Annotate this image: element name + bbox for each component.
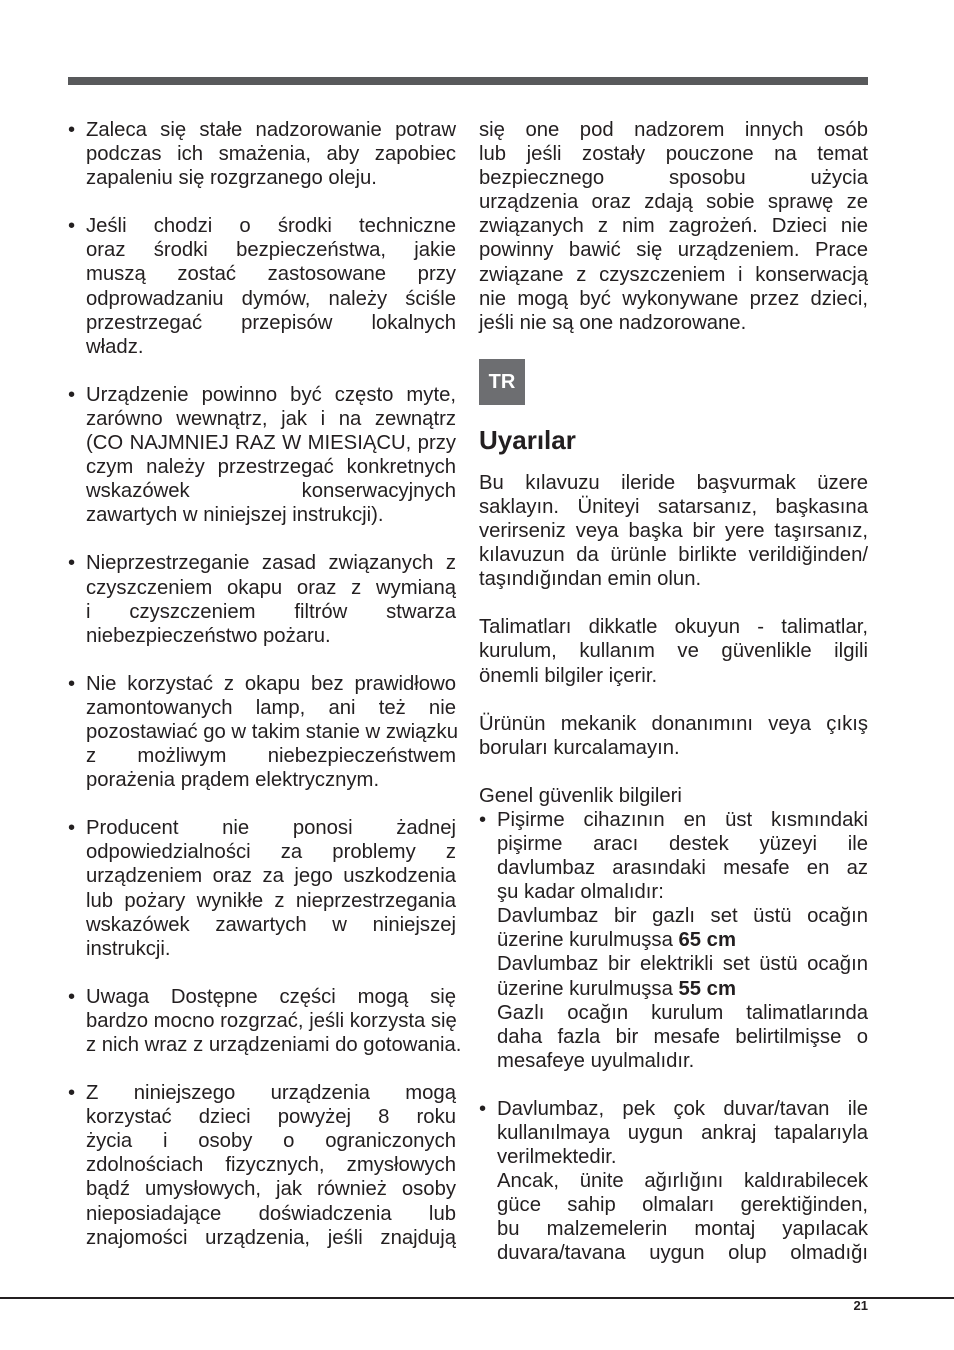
text-line: bezpiecznego sposobu użycia	[479, 167, 868, 190]
text-line: (CO NAJMNIEJ RAZ W MIESIĄCU, przy	[86, 432, 456, 455]
text-line: Pişirme cihazının en üst kısmındaki	[497, 808, 868, 831]
paragraph	[479, 712, 868, 760]
bullet-item	[68, 1081, 456, 1250]
gas-line: Davlumbaz bir gazlı set üstü ocağın	[497, 905, 868, 928]
text-line: muszą zostać zastosowane przy	[86, 263, 456, 286]
bullet-dot: •	[68, 672, 76, 695]
right-column	[479, 118, 868, 1290]
bullet-dot: •	[68, 1082, 76, 1105]
text-line: şu kadar olmalıdır:	[497, 881, 664, 904]
electric-distance-line: üzerine kurulmuşsa 55 cm	[497, 977, 736, 1000]
paragraph	[479, 615, 868, 687]
text-line: nie mogą być wykonywane przez dzieci,	[479, 287, 868, 310]
text-line: önemli bilgiler içerir.	[479, 664, 658, 687]
text-line: Nie korzystać z okapu bez prawidłowo	[86, 672, 456, 695]
text-line: verirseniz veya başka bir yere taşırsanız,	[479, 520, 868, 543]
paragraph	[479, 471, 868, 591]
text-line: kurulum, kullanım ve güvenlikle ilgili	[479, 640, 868, 663]
text-line: Ancak, ünite ağırlığını kaldırabilecek	[497, 1170, 868, 1193]
text-line: pişirme aracı destek yüzeyi ile	[497, 832, 868, 855]
bullet-dot: •	[68, 215, 76, 238]
gas-distance-line: üzerine kurulmuşsa 65 cm	[497, 929, 736, 952]
text-line: z nich wraz z urządzeniami do gotowania.	[86, 1034, 462, 1056]
bullet-item	[68, 551, 456, 647]
text-line: duvara/tavana uygun olup olmadığı	[497, 1242, 868, 1265]
bullet-dot: •	[68, 985, 76, 1008]
text-line: przestrzegać przepisów lokalnych	[86, 311, 456, 334]
bullet-item	[68, 118, 456, 190]
text-line: czyszczeniem okapu oraz z wymianą	[86, 576, 456, 599]
text-line: urządzeniem oraz za jego uszkodzenia	[86, 865, 456, 888]
text-line: związane z czyszczeniem i konserwacją	[479, 263, 868, 286]
bullet-item	[68, 985, 462, 1057]
text-line: pozostawiać go w takim stanie w związku	[86, 720, 458, 743]
electric-distance-value: 55 cm	[678, 977, 736, 1000]
text-line: podczas ich smażenia, aby zapobiec	[86, 143, 456, 166]
text-line: oraz środki bezpieczeństwa, jakie	[86, 239, 456, 262]
header-rule	[68, 77, 868, 85]
text-line: davlumbaz arasındaki mesafe en az	[497, 857, 868, 880]
text-line: władz.	[86, 335, 144, 358]
text-line: zarówno wewnątrz, jak i na zewnątrz	[86, 407, 456, 430]
safety-bullet-2	[479, 1097, 868, 1266]
text-line: urządzenia oraz zdają sobie sprawę ze	[479, 191, 868, 214]
text-line: Jeśli chodzi o środki techniczne	[86, 215, 456, 238]
text-line: z możliwym niebezpieczeństwem	[86, 745, 456, 768]
bullet-item	[68, 383, 456, 528]
text-line: Uwaga Dostępne części mogą się	[86, 985, 456, 1008]
text-line: Z niniejszego urządzenia mogą	[86, 1082, 456, 1105]
text-line: wskazówek zawartych w niniejszej	[86, 913, 456, 936]
bullet-dot: •	[68, 552, 76, 575]
text-line: mesafeye uyulmalıdır.	[497, 1049, 695, 1072]
text-line: powinny bawić się urządzeniem. Prace	[479, 239, 868, 262]
text-line: zawartych w niniejszej instrukcji).	[86, 504, 384, 527]
bullet-dot: •	[479, 808, 487, 831]
continuation-paragraph	[479, 118, 868, 335]
text-line: zamontowanych lamp, ani też nie	[86, 696, 456, 719]
text-line: Bu kılavuzu ileride başvurmak üzere	[479, 471, 868, 494]
text-line: Talimatları dikkatle okuyun - talimatlar,	[479, 616, 868, 639]
text-line: Urządzenie powinno być często myte,	[86, 383, 456, 406]
text-line: czym należy przestrzegać konkretnych	[86, 456, 456, 479]
language-badge-tr: TR	[479, 359, 525, 405]
text-line: kullanılmaya uygun ankraj tapalarıyla	[497, 1122, 868, 1144]
text-line: się one pod nadzorem innych osób	[479, 119, 868, 141]
bullet-item	[68, 672, 456, 792]
text-line: Davlumbaz, pek çok duvar/tavan ile	[497, 1097, 868, 1120]
text-line: boruları kurcalamayın.	[479, 736, 680, 759]
electric-line: Davlumbaz bir elektrikli set üstü ocağın	[497, 953, 868, 976]
text-line: saklayın. Üniteyi satarsanız, başkasına	[479, 495, 868, 518]
bullet-dot: •	[68, 383, 76, 406]
text-line: lub jeśli zostały pouczone na temat	[479, 143, 868, 166]
text-line: bądź umysłowych, jak również osoby	[86, 1178, 456, 1201]
left-column	[68, 118, 462, 1274]
text-line: Ürünün mekanik donanımını veya çıkış	[479, 712, 868, 735]
text-line: odprowadzaniu dymów, należy ściśle	[86, 287, 456, 310]
text-line: Gazlı ocağın kurulum talimatlarında	[497, 1001, 868, 1024]
bullet-dot: •	[479, 1097, 487, 1120]
section-heading: Uyarılar	[479, 424, 576, 455]
text-line: znajomości urządzenia, jeśli znajdują	[86, 1226, 456, 1249]
text-line: nieposiadające doświadczenia lub	[86, 1202, 456, 1225]
text-line: verilmektedir.	[497, 1146, 617, 1169]
text-line: porażenia prądem elektrycznym.	[86, 769, 380, 792]
gas-distance-value: 65 cm	[678, 929, 736, 952]
text-line: güce sahip olmaları gerektiğinden,	[497, 1194, 868, 1217]
general-safety-title: Genel güvenlik bilgileri	[479, 784, 682, 807]
bullet-item	[68, 816, 456, 961]
text-line: korzystać dzieci powyżej 8 roku	[86, 1106, 456, 1129]
text-line: zdolnościach fizycznych, zmysłowych	[86, 1154, 456, 1177]
text-line: kılavuzun da ürünle birlikte verildiğinden/	[479, 544, 868, 567]
text-line: Zaleca się stałe nadzorowanie potraw	[86, 119, 456, 141]
bullet-item	[68, 214, 456, 359]
text-line: i czyszczeniem filtrów stwarza	[86, 600, 456, 623]
text-line: niebezpieczeństwo pożaru.	[86, 624, 331, 647]
safety-bullet-1	[479, 808, 868, 1073]
bullet-dot: •	[68, 119, 76, 141]
text-line: bardzo mocno rozgrzać, jeśli korzysta się	[86, 1009, 457, 1032]
text-line: życia i osoby o ograniczonych	[86, 1130, 456, 1153]
text-line: zapaleniu się rozgrzanego oleju.	[86, 167, 377, 190]
footer-rule	[0, 1297, 954, 1299]
text-line: Producent nie ponosi żadnej	[86, 817, 456, 840]
text-line: lub pożary wynikłe z nieprzestrzegania	[86, 889, 456, 912]
text-line: daha fazla bir mesafe belirtilmişse o	[497, 1025, 868, 1048]
text-line: odpowiedzialności za problemy z	[86, 841, 456, 864]
bullet-dot: •	[68, 817, 76, 840]
text-line: związanych z nim zagrożeń. Dzieci nie	[479, 215, 868, 238]
text-line: bu malzemelerin montaj yapılacak	[497, 1218, 868, 1241]
text-line: wskazówek konserwacyjnych	[86, 480, 456, 503]
page-number: 21	[853, 1298, 868, 1313]
text-line: Nieprzestrzeganie zasad związanych z	[86, 552, 456, 575]
text-line: taşındığından emin olun.	[479, 568, 702, 591]
text-line: jeśli nie są one nadzorowane.	[479, 311, 747, 334]
text-line: instrukcji.	[86, 937, 171, 960]
